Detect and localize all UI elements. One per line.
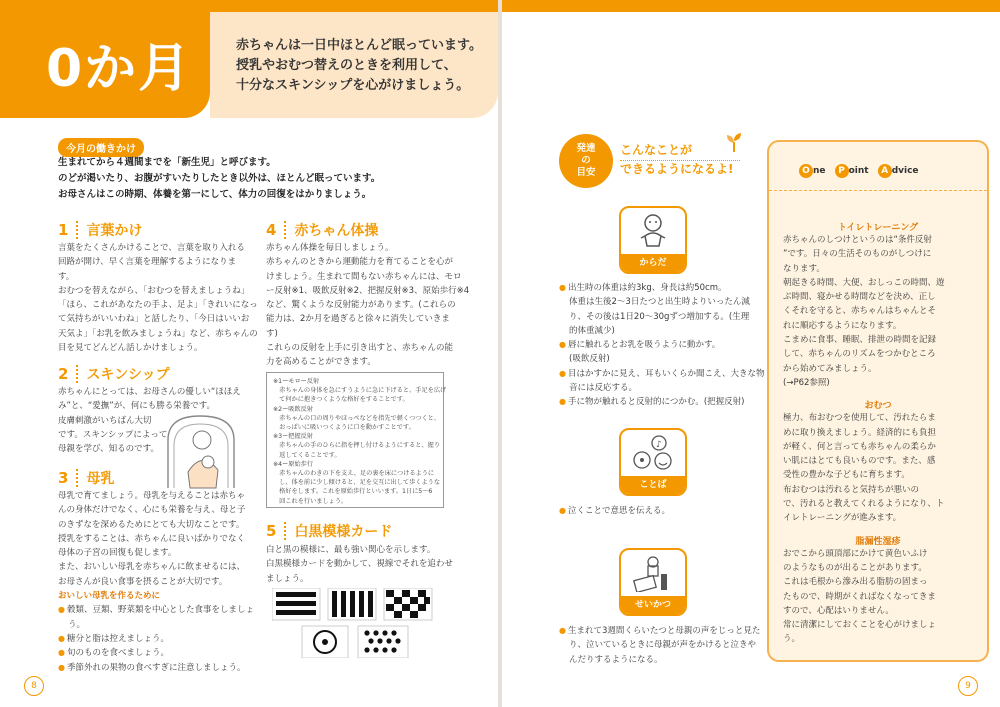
body-line: 母親を学び、知るのです。 <box>58 444 159 455</box>
section-body-1 <box>58 241 258 355</box>
page-number-right: 9 <box>958 676 978 696</box>
footnote-line: 回これを行いましょう。 <box>273 497 348 505</box>
body-line: 白黒模様カードを動かして、視線でそれを追わせ <box>266 559 453 570</box>
intro-text <box>236 36 482 96</box>
card-label: からだ <box>621 254 685 272</box>
month-tag <box>58 137 144 157</box>
section-number: 1 <box>58 221 69 239</box>
body-line: 力を高めることができます。 <box>266 357 376 368</box>
footnote-line: ※3ー把握反射 <box>273 433 314 441</box>
sprout-icon <box>724 132 744 152</box>
advice-line: イレトレーニングが進みます。 <box>783 513 902 524</box>
milestone-badge <box>559 134 613 188</box>
bullet-item: ● 季節外れの果物の食べすぎに注意しましょう。 <box>58 661 254 675</box>
speech-card-text <box>559 504 670 518</box>
top-band-left <box>210 0 498 12</box>
section-number: 4 <box>266 221 277 239</box>
heading-line: できるようになるよ! <box>620 162 734 176</box>
section-title: 赤ちゃん体操 <box>294 223 379 239</box>
bullet-continuation: 体重は生後2〜3日たつと出生時よりいったん減 <box>569 297 750 308</box>
section-title: 言葉かけ <box>86 223 143 239</box>
section-heading-2 <box>58 364 170 384</box>
body-line: など、驚くような反射能力があります。(これらの <box>266 300 456 311</box>
body-line: これらの反射を上手に引き出すと、赤ちゃんの能 <box>266 343 454 354</box>
card-label: せいかつ <box>621 596 685 614</box>
advice-line: これは毛根から滲み出る脂肪の固まっ <box>783 577 928 588</box>
life-card-text <box>559 624 760 667</box>
section-title: 白黒模様カード <box>294 524 393 540</box>
body-line: て気持ちがいいわね」と話したり、「今日はいいお <box>58 314 250 325</box>
advice-body <box>783 220 973 647</box>
body-line: です。スキンシップによって <box>58 429 168 440</box>
advice-line: れに順応するようになります。 <box>783 320 902 331</box>
body-line: ましょう。 <box>266 573 309 584</box>
advice-cap: A <box>878 164 892 178</box>
heading-line: こんなことが <box>620 143 693 157</box>
advice-line: で、汚れると教えてくれるようになり、ト <box>783 499 945 510</box>
section-number: 5 <box>266 522 277 540</box>
body-line: 授乳をすることは、赤ちゃんに良いばかりでなく <box>58 533 246 544</box>
advice-line: すので、心配はいりません。 <box>783 605 894 616</box>
body-line: のきずなを深めるためにとても大切なことです。 <box>58 519 245 530</box>
advice-cap: P <box>835 164 849 178</box>
body-line: す) <box>266 328 278 339</box>
advice-subtitle: トイレトレーニング <box>837 223 919 233</box>
bullet-item: ● 糖分と脂は控えましょう。 <box>58 632 254 646</box>
baby-icon <box>637 212 669 250</box>
intro-line: 十分なスキンシップを心がけましょう。 <box>236 78 470 93</box>
body-line: おむつを替えながら、「おむつを替えましょうね」 <box>58 285 250 296</box>
footnote-line: 返してくることです。 <box>273 451 341 459</box>
badge-line: 目安 <box>576 167 596 178</box>
body-line: けましょう。生まれて間もない赤ちゃんには、モロ <box>266 271 462 282</box>
badge-line: の <box>581 155 591 166</box>
section-number: 2 <box>58 365 69 383</box>
body-line: 母体の子宮の回復も促します。 <box>58 548 177 559</box>
footnote-line: ※4ー原始歩行 <box>273 460 314 468</box>
footnote-line: し、体を前に少し傾けると、足を交互に出して歩くような <box>273 479 441 487</box>
advice-line: して、赤ちゃんのリズムをつかむところ <box>783 349 936 360</box>
advice-line: めに取り換えましょう。経済的にも負担 <box>783 427 937 438</box>
advice-line: なります。 <box>783 263 825 274</box>
advice-word: oint <box>848 166 869 176</box>
body-line: 目を見てどんどん話しかけましょう。 <box>58 343 203 354</box>
page-title: 0か月 <box>46 39 193 99</box>
advice-line: おでこから頭頂部にかけて黄色いふけ <box>783 548 928 559</box>
bullet-continuation: 音には反応する。 <box>569 383 638 394</box>
body-card <box>619 206 687 274</box>
section-heading-4 <box>266 220 378 240</box>
body-line: んの身体だけでなく、心にも栄養を与え、母と子 <box>58 505 246 516</box>
body-card-text <box>559 281 765 410</box>
body-line: 赤ちゃん体操を毎日しましょう。 <box>266 243 394 253</box>
section-heading-5 <box>266 521 392 541</box>
advice-subtitle: 脂漏性湿疹 <box>855 536 901 547</box>
mother-baby-illustration <box>160 410 244 490</box>
section-heading-3 <box>58 468 114 488</box>
section-body-5 <box>266 543 453 586</box>
bullet-continuation: り、その後は1日20〜30gずつ増加する。(生理 <box>569 311 750 322</box>
section-heading-1 <box>58 220 142 240</box>
right-page <box>502 0 1000 707</box>
advice-line: くそれを守ると、赤ちゃんはちゃんとそ <box>783 306 937 317</box>
advice-line: ”です。日々の生活そのものがしつけに <box>783 249 932 260</box>
advice-line: 朝起きる時間、大便、おしっこの時間、遊 <box>783 277 945 288</box>
footnote-line: ※1ーモロー反射 <box>273 378 320 385</box>
svg-text:♪: ♪ <box>656 440 662 450</box>
body-line: お母さんが良い食事を摂ることが大切です。 <box>58 576 228 587</box>
bullet-item: ● 目はかすかに見え、耳もいくらか聞こえ、大きな物 <box>559 367 765 381</box>
body-line: 回路が開け、早く言葉を理解するようになりま <box>58 257 237 268</box>
page-number-left: 8 <box>24 676 44 696</box>
body-line: 母乳で育てましょう。母乳を与えることは赤ちゃ <box>58 491 246 501</box>
advice-line: う。 <box>783 634 801 645</box>
heading-underline <box>620 160 740 161</box>
advice-line: たもので、時期がくればなくなってきま <box>783 591 936 602</box>
advice-line: のようなものが出ることがあります。 <box>783 562 927 573</box>
lead-text <box>58 155 380 203</box>
toys-icon <box>631 554 675 592</box>
body-line: 言葉をたくさんかけることで、言葉を取り入れる <box>58 243 245 253</box>
body-line: す。 <box>58 271 75 282</box>
footnote-line: おっぱいに吸いつくように口を動かすことです。 <box>273 424 415 432</box>
intro-line: 赤ちゃんは一日中ほとんど眠っています。 <box>236 38 482 53</box>
body-line: 能力は、2か月を過ぎると徐々に消失していきま <box>266 314 450 325</box>
advice-word: ne <box>813 166 826 176</box>
advice-box <box>767 140 989 662</box>
body-line: 天気よ」「お乳を飲みましょうね」など、赤ちゃんの <box>58 328 258 339</box>
bullet-continuation: 的体重減少) <box>569 325 615 336</box>
footnote-line: て何かに抱きつくような格好をすることです。 <box>273 396 409 404</box>
advice-line: から始めてみましょう。 <box>783 363 877 374</box>
footnote-line: 赤ちゃんの口の周りやほっぺなどを指先で軽くつつくと、 <box>273 414 441 422</box>
section-title: 母乳 <box>86 471 115 487</box>
bullet-item: ● 手に物が触れると反射的につかむ。(把握反射) <box>559 395 765 409</box>
footnote-line: 赤ちゃんの身体を急にすうように急に下げると、手足を広げ <box>273 387 447 395</box>
card-label: ことば <box>621 476 685 494</box>
speech-card <box>619 428 687 496</box>
badge-line: 発達 <box>576 143 596 154</box>
body-line: ー反射※1、吸飲反射※2、把握反射※3、原始歩行※4 <box>266 285 470 296</box>
bullet-item: ● 出生時の体重は約3kg、身長は約50cm。 <box>559 281 765 295</box>
lead-line: 生まれてから４週間までを「新生児」と呼びます。 <box>58 157 276 168</box>
advice-line: 赤ちゃんのしつけというのは“条件反射 <box>783 235 932 245</box>
body-line: 白と黒の模様に、最も強い関心を示します。 <box>266 545 436 555</box>
body-line: み”と、“愛撫”が、何にも勝る栄養です。 <box>58 401 216 412</box>
tag-label: 今月の働きかけ <box>58 138 144 157</box>
life-card <box>619 548 687 616</box>
advice-line: 布おむつは汚れると気持ちが悪いの <box>783 484 920 495</box>
advice-line: ぶ時間、寝かせる時間などを決め、正し <box>783 292 936 303</box>
section-title: スキンシップ <box>86 367 170 383</box>
body-line: 「ほら、これがあなたの手よ、足よ」「きれいになっ <box>58 300 258 311</box>
advice-line: 極力、布おむつを使用して、汚れたらま <box>783 413 936 424</box>
bullet-continuation: んだりするようになる。 <box>569 654 663 665</box>
advice-line: い肌にはとても良いものです。また、感 <box>783 456 936 467</box>
lead-line: お母さんはこの時期、体養を第一にして、体力の回復をはかりましょう。 <box>58 189 372 200</box>
title-block <box>0 0 210 118</box>
bullet-item: ● 生まれて3週間くらいたつと母親の声をじっと見た <box>559 624 760 638</box>
bullet-item: ● 泣くことで意思を伝える。 <box>559 504 670 518</box>
subheading: おいしい母乳を作るために <box>58 591 161 602</box>
body-line: 赤ちゃんにとっては、お母さんの優しい“ほほえ <box>58 387 241 397</box>
body-line: 赤ちゃんのときから運動能力を育てることを心が <box>266 257 454 268</box>
body-line: 皮膚刺激がいちばん大切 <box>58 415 152 426</box>
footnote-line: ※2ー吸飲反射 <box>273 405 314 413</box>
footnote-line: 赤ちゃんの手のひらに指を押し付けるようにすると、握り <box>273 442 441 450</box>
bullet-item: ● 唇に触れるとお乳を吸うように動かす。 <box>559 338 765 352</box>
footnote-box <box>266 372 447 508</box>
advice-word: dvice <box>891 166 919 176</box>
advice-line: 受性の豊かな子どもに育ちます。 <box>783 470 910 481</box>
section-body-4 <box>266 241 469 370</box>
lead-line: のどが渇いたり、お腹がすいたりしたとき以外は、ほとんど眠っています。 <box>58 173 381 184</box>
footnote-line: 赤ちゃんのわきの下を支え、足の裏を床につけるように <box>273 470 435 478</box>
advice-cap: O <box>799 164 813 178</box>
advice-line: が軽く、何と言っても赤ちゃんの柔らか <box>783 441 936 452</box>
bullet-continuation: う。 <box>68 619 86 630</box>
advice-subtitle: おむつ <box>864 401 892 412</box>
section-number: 3 <box>58 469 69 487</box>
advice-header <box>769 142 987 191</box>
left-page <box>0 0 498 707</box>
pattern-cards <box>272 588 436 658</box>
bullet-continuation: (吸飲反射) <box>569 354 610 365</box>
body-line: また、おいしい母乳を赤ちゃんに飲ませるには、 <box>58 562 246 573</box>
sound-faces-icon <box>631 434 675 472</box>
advice-line: こまめに食事、睡眠、排泄の時間を記録 <box>783 335 937 346</box>
advice-line: (→P62参照) <box>783 377 830 388</box>
bullet-item: ● 穀類、豆類、野菜類を中心とした食事をしましょ <box>58 603 254 617</box>
advice-line: 常に清潔にしておくことを心がけましょ <box>783 620 937 631</box>
footnote-line: 格好をします。これを原始歩行といいます。1日に5〜6 <box>273 488 433 496</box>
intro-line: 授乳やおむつ替えのときを利用して、 <box>236 58 457 73</box>
bullet-item: ● 旬のものを食べましょう。 <box>58 646 254 660</box>
top-band-right <box>502 0 1000 12</box>
section-body-3 <box>58 489 254 675</box>
bullet-continuation: り、泣いているときに母親が声をかけると泣きや <box>569 640 757 651</box>
